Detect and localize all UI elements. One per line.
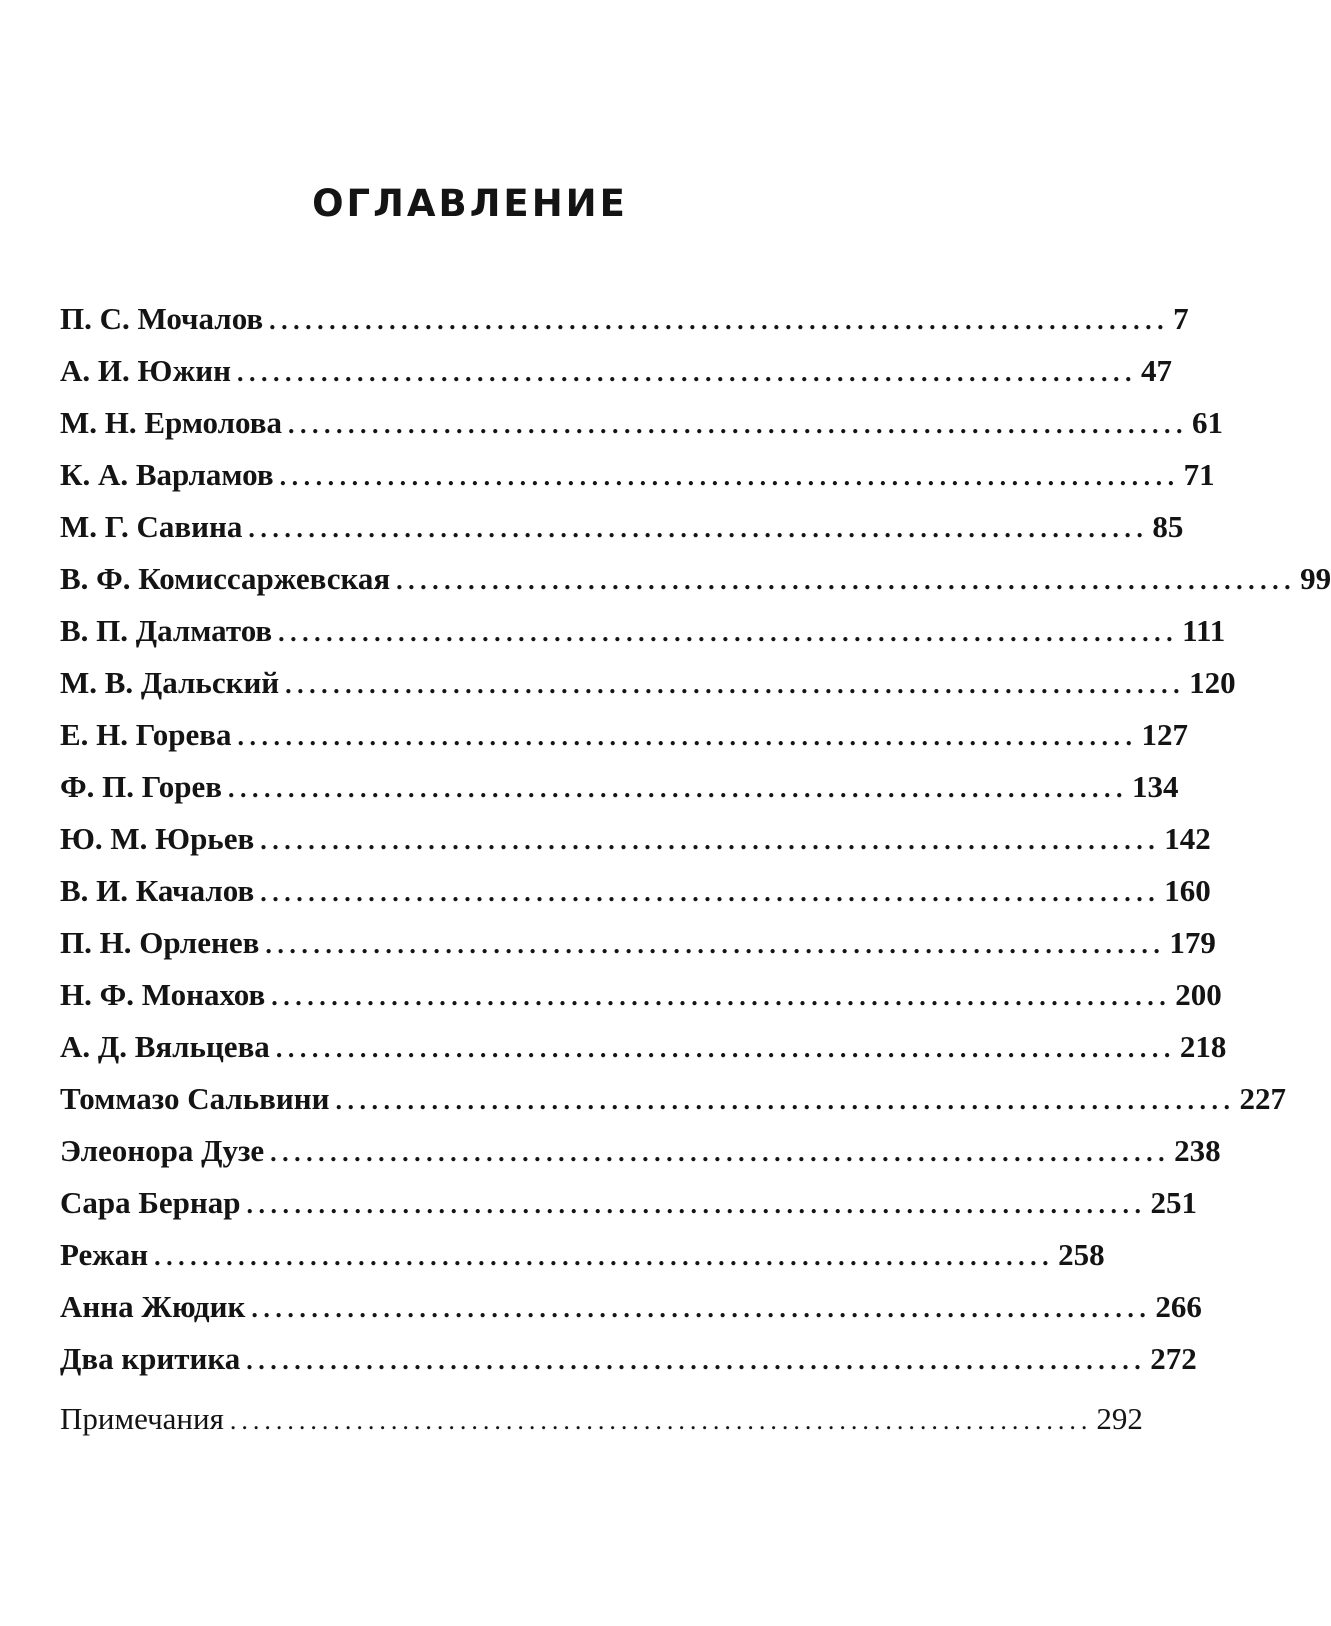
toc-entry-page: 99 [1300, 561, 1331, 596]
toc-entry-name: Е. Н. Горева [60, 717, 232, 752]
dot-leader: ........................................................................... [269, 306, 1170, 335]
toc-entry-name: П. Н. Орленев [60, 925, 260, 960]
toc-entry-page: 179 [1169, 925, 1216, 960]
dot-leader: ........................................................................... [237, 722, 1138, 751]
toc-entry [60, 352, 1172, 404]
toc-entry-page: 251 [1150, 1185, 1197, 1220]
toc-notes-page: 292 [1096, 1401, 1143, 1436]
toc-entry-name: В. И. Качалов [60, 873, 255, 908]
toc-entry [60, 1184, 1197, 1236]
toc-entry [60, 1236, 1105, 1288]
toc-entry-name: Два критика [60, 1341, 241, 1376]
dot-leader: ........................................................................... [251, 1294, 1152, 1323]
dot-leader: ........................................................................... [227, 774, 1128, 803]
dot-leader: ........................................................................... [335, 1086, 1236, 1115]
toc-entry [60, 1028, 1227, 1080]
toc-entry-page: 227 [1239, 1081, 1287, 1116]
toc-entry-name: М. Н. Ермолова [60, 405, 282, 440]
toc-entry-name: Сара Бернар [60, 1185, 241, 1220]
toc-entry-name: Томмазо Сальвини [60, 1081, 330, 1116]
dot-leader: ........................................................................... [246, 1346, 1147, 1375]
toc-entry-page: 238 [1174, 1133, 1221, 1168]
toc-entry [60, 820, 1211, 872]
toc-entry-name: А. Д. Вяльцева [60, 1029, 270, 1064]
toc-entry-name: А. И. Южин [60, 353, 231, 388]
dot-leader: ........................................................................... [279, 462, 1180, 491]
toc-entry [60, 1080, 1287, 1132]
toc-entry-page: 200 [1175, 977, 1222, 1012]
dot-leader: ........................................................................... [287, 410, 1188, 439]
dot-leader: ........................................................................... [260, 826, 1161, 855]
toc-entry-name: Анна Жюдик [60, 1289, 246, 1324]
dot-leader: ........................................................................... [229, 1406, 1093, 1435]
dot-leader: ........................................................................... [154, 1242, 1055, 1271]
toc-entry-name: В. Ф. Комиссаржевская [60, 561, 391, 596]
toc-entry [60, 768, 1179, 820]
dot-leader: ........................................................................... [236, 358, 1137, 387]
toc-notes-entry [60, 1400, 1143, 1452]
toc-entry [60, 508, 1184, 560]
toc-entry-page: 71 [1183, 457, 1215, 492]
toc-entry-page: 160 [1164, 873, 1211, 908]
toc-entry-page: 111 [1182, 613, 1226, 648]
toc-entry-name: Н. Ф. Монахов [60, 977, 266, 1012]
toc-entry-page: 85 [1152, 509, 1184, 544]
dot-leader: ........................................................................... [270, 1138, 1171, 1167]
toc-notes-name: Примечания [60, 1401, 224, 1436]
dot-leader: ........................................................................... [265, 930, 1166, 959]
toc-entry-name: К. А. Варламов [60, 457, 274, 492]
toc-entry [60, 976, 1222, 1028]
toc-entry-page: 120 [1189, 665, 1236, 700]
toc-entry [60, 560, 1331, 612]
toc-entry-page: 7 [1173, 301, 1189, 336]
toc-entry-page: 47 [1140, 353, 1172, 388]
toc-entry-page: 272 [1150, 1341, 1197, 1376]
toc-entry [60, 300, 1189, 352]
dot-leader: ........................................................................... [260, 878, 1161, 907]
dot-leader: ........................................................................... [246, 1190, 1147, 1219]
toc-entry-page: 127 [1141, 717, 1189, 752]
toc-entry-page: 61 [1191, 405, 1223, 440]
toc-entry [60, 716, 1189, 768]
dot-leader: ........................................................................... [396, 566, 1297, 595]
toc-entry-name: Ф. П. Горев [60, 769, 222, 804]
toc-entry [60, 612, 1226, 664]
toc-entry-name: Элеонора Дузе [60, 1133, 265, 1168]
toc-entry [60, 1288, 1202, 1340]
toc-entry-name: М. Г. Савина [60, 509, 243, 544]
toc-entry [60, 664, 1236, 716]
toc-entry-page: 134 [1131, 769, 1179, 804]
table-of-contents [60, 300, 1331, 1452]
toc-entry [60, 404, 1223, 456]
toc-entry-page: 258 [1058, 1237, 1105, 1272]
toc-entry-page: 266 [1155, 1289, 1202, 1324]
toc-entry-name: В. П. Далматов [60, 613, 273, 648]
toc-entry [60, 1132, 1221, 1184]
toc-entry [60, 924, 1216, 976]
toc-entry [60, 872, 1211, 924]
toc-entry-name: Режан [60, 1237, 149, 1272]
toc-entry-name: П. С. Мочалов [60, 301, 264, 336]
dot-leader: ........................................................................... [278, 618, 1179, 647]
dot-leader: ........................................................................... [285, 670, 1186, 699]
dot-leader: ........................................................................... [271, 982, 1172, 1011]
dot-leader: ........................................................................... [275, 1034, 1176, 1063]
toc-entry-page: 142 [1164, 821, 1211, 856]
dot-leader: ........................................................................... [248, 514, 1149, 543]
page-title: ОГЛАВЛЕНИЕ [312, 182, 628, 225]
toc-entry [60, 1340, 1197, 1392]
toc-entry [60, 456, 1215, 508]
toc-entry-name: М. В. Дальский [60, 665, 280, 700]
toc-entry-name: Ю. М. Юрьев [60, 821, 255, 856]
toc-entry-page: 218 [1179, 1029, 1227, 1064]
